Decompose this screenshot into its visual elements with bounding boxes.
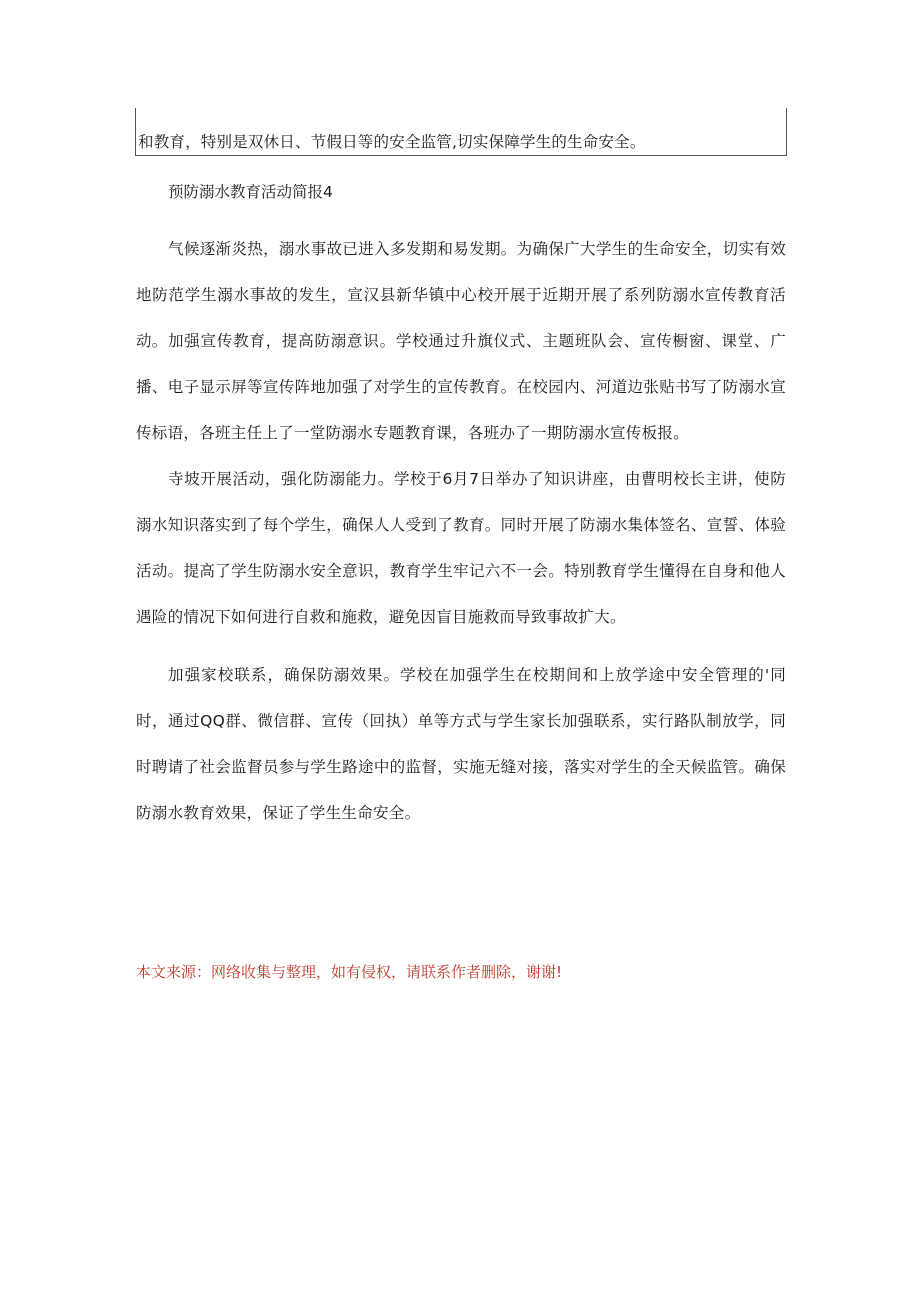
carry-over-box: [135, 108, 787, 156]
section-title: 预防溺水教育活动简报4: [168, 183, 333, 201]
paragraph-activities: 寺坡开展活动，强化防溺能力。学校于6月7日举办了知识讲座，由曹明校长主讲，使防溺水知识落实到了每个学生，确保人人受到了教育。同时开展了防溺水集体签名、宣誓、体验活动。提高了学生防溺水安全意识，教育学生牢记六不一会。特别教育学生懂得在自身和他人遇险的情况下如何进行自救和施救，避免因盲目施救而导致事故扩大。: [136, 470, 786, 626]
source-note: 本文来源：网络收集与整理，如有侵权，请联系作者删除，谢谢!: [136, 963, 563, 981]
paragraph-publicity: 加强宣传教育，提高防溺意识。学校通过升旗仪式、主题班队会、宣传橱窗、课堂、广播、电子显示屏等宣传阵地加强了对学生的宣传教育。在校园内、河道边张贴书写了防溺水宣传标语，各班主任上了一堂防溺水专题教育课，各班办了一期防溺水宣传板报。: [136, 332, 786, 442]
carry-over-line: 和教育，特别是双休日、节假日等的安全监管,切实保障学生的生命安全。: [138, 133, 646, 151]
paragraph-intro: 气候逐渐炎热，溺水事故已进入多发期和易发期。为确保广大学生的生命安全，切实有效地防范学生溺水事故的发生，宣汉县新华镇中心校开展于近期开展了系列防溺水宣传教育活动。: [136, 240, 786, 350]
paragraph-home-school: 加强家校联系，确保防溺效果。学校在加强学生在校期间和上放学途中安全管理的'同时，通过QQ群、微信群、宣传（回执）单等方式与学生家长加强联系，实行路队制放学，同时聘请了社会监督员参与学生路途中的监督，实施无缝对接，落实对学生的全天候监管。确保防溺水教育效果，保证了学生生命安全。: [136, 666, 786, 822]
